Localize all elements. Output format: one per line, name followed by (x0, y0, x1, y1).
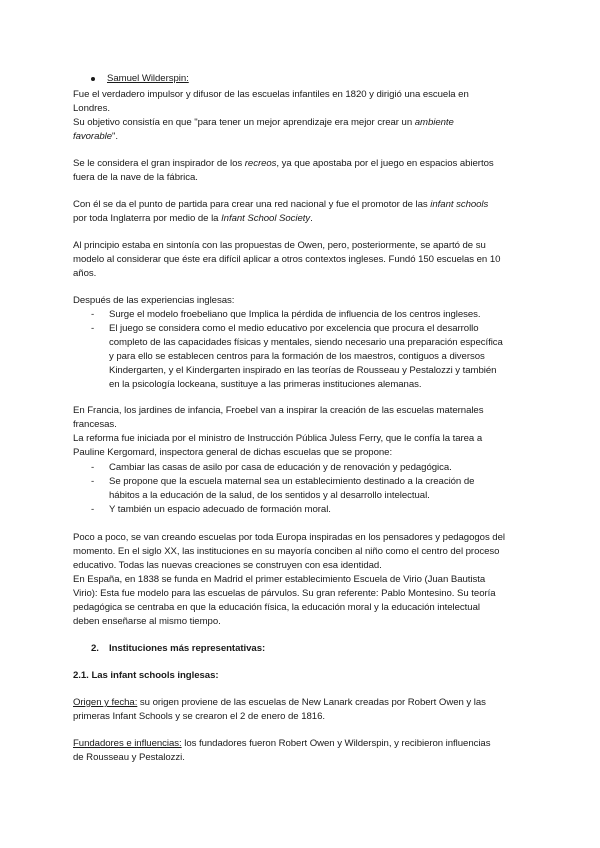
list-dash: - (91, 476, 95, 487)
text-line: Virio): Esta fue modelo para las escuelas de párvulos. Su gran referente: Pablo Montesino. Su teoría (73, 588, 496, 599)
text-line: Fue el verdadero impulsor y difusor de las escuelas infantiles en 1820 y dirigió una escuela en (73, 89, 469, 100)
text-line: primeras Infant Schools y se crearon el 2 de enero de 1816. (73, 711, 325, 722)
text-line: Después de las experiencias inglesas: (73, 295, 235, 306)
text-line: En España, en 1838 se funda en Madrid el primer establecimiento Escuela de Virio (Juan Bautista (73, 574, 486, 585)
list-item-cont: completo de las capacidades físicas y mentales, siendo necesario una preparación específica (109, 337, 503, 348)
list-item: Cambiar las casas de asilo por casa de educación y de renovación y pedagógica. (109, 462, 452, 473)
text-line: de Rousseau y Pestalozzi. (73, 752, 185, 763)
list-item-cont: hábitos a la educación de la salud, de los sentidos y al desarrollo intelectual. (109, 490, 430, 501)
bullet-dot-icon (91, 77, 95, 81)
text-line: pedagógica se centraba en que la educación física, la educación moral y la educación intelectual (73, 602, 480, 613)
text-line: deben enseñarse al mismo tiempo. (73, 616, 221, 627)
text-line: Pauline Kergomard, inspectora general de dichas escuelas que se propone: (73, 447, 393, 458)
text-line: Fundadores e influencias: los fundadores fueron Robert Owen y Wilderspin, y recibieron influencias (73, 738, 491, 749)
list-item: Y también un espacio adecuado de formación moral. (109, 504, 331, 515)
list-item: Se propone que la escuela maternal sea un establecimiento destinado a la creación de (109, 476, 475, 487)
text-line: francesas. (73, 419, 117, 430)
section-number: 2. (91, 643, 99, 654)
text-line: Con él se da el punto de partida para crear una red nacional y fue el promotor de las infant schools (73, 199, 489, 210)
list-item-cont: en la psicología lockeana, sustituye a las primeras instituciones alemanas. (109, 379, 422, 390)
text-line: Londres. (73, 103, 110, 114)
section-title-wilderspin: Samuel Wilderspin: (107, 73, 189, 84)
text-line: En Francia, los jardines de infancia, Froebel van a inspirar la creación de las escuelas maternales (73, 405, 484, 416)
list-dash: - (91, 309, 95, 320)
list-item: Surge el modelo froebeliano que Implica la pérdida de influencia de los centros ingleses. (109, 309, 481, 320)
list-item-cont: y para ello se establecen centros para la formación de los maestros, contiguos a diversos (109, 351, 485, 362)
list-item-cont: Kindergarten, y el Kindergarten inspirado en las teorías de Rousseau y Pestalozzi y también (109, 365, 497, 376)
text-line: Al principio estaba en sintonía con las propuestas de Owen, pero, posteriormente, se apartó de su (73, 240, 486, 251)
text-line: Se le considera el gran inspirador de los recreos, ya que apostaba por el juego en espacios abiertos (73, 158, 494, 169)
list-dash: - (91, 462, 95, 473)
founders-label: Fundadores e influencias: (73, 738, 182, 749)
text-line: modelo al considerar que éste era difícil aplicar a otros contextos ingleses. Fundó 150 escuelas en 10 (73, 254, 501, 265)
text-line: favorable". (73, 131, 119, 142)
text-line: Origen y fecha: su origen proviene de las escuelas de New Lanark creadas por Robert Owen y las (73, 697, 486, 708)
list-dash: - (91, 323, 95, 334)
origin-label: Origen y fecha: (73, 697, 138, 708)
list-dash: - (91, 504, 95, 515)
text-line: educativo. Todas las nuevas creaciones se construyen con esa identidad. (73, 560, 382, 571)
text-line: Poco a poco, se van creando escuelas por toda Europa inspiradas en los pensadores y pedagogos del (73, 532, 505, 543)
section-heading: Instituciones más representativas: (109, 643, 266, 654)
text-line: por toda Inglaterra por medio de la Infant School Society. (73, 213, 313, 224)
subsection-heading: 2.1. Las infant schools inglesas: (73, 670, 219, 681)
text-line: años. (73, 268, 97, 279)
list-item: El juego se considera como el medio educativo por excelencia que procura el desarrollo (109, 323, 479, 334)
text-line: Su objetivo consistía en que "para tener un mejor aprendizaje era mejor crear un ambiente (73, 117, 454, 128)
text-line: momento. En el siglo XX, las instituciones en su mayoría conciben al niño como el centro del proceso (73, 546, 500, 557)
text-line: fuera de la nave de la fábrica. (73, 172, 198, 183)
text-line: La reforma fue iniciada por el ministro de Instrucción Pública Juless Ferry, que le confía la tarea a (73, 433, 483, 444)
